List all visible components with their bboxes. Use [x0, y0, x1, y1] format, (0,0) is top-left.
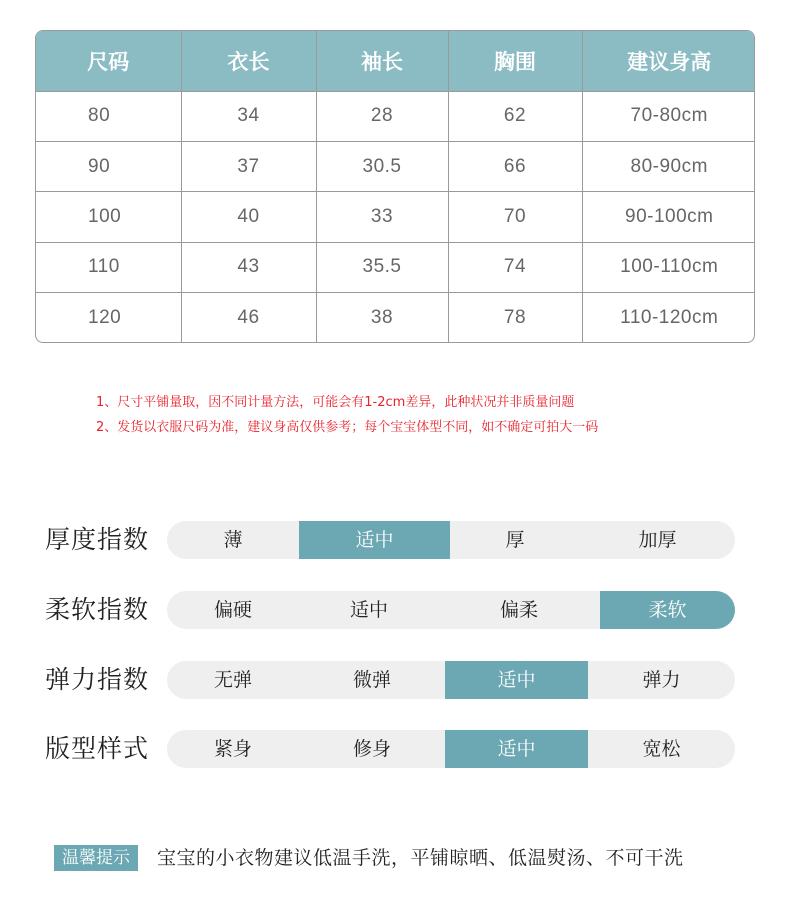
cell-sleeve: 33: [316, 192, 448, 242]
cell-sleeve: 35.5: [316, 242, 448, 292]
index-scale: [167, 661, 735, 699]
index-row-elasticity: [45, 661, 735, 699]
tip-badge: 温馨提示: [54, 845, 138, 871]
index-scale: [167, 730, 735, 768]
cell-height: 80-90cm: [582, 141, 755, 191]
cell-length: 43: [181, 242, 316, 292]
index-option-selected: 适中: [299, 521, 450, 559]
index-option: 弹力: [642, 669, 681, 691]
cell-size: 80: [36, 91, 181, 141]
cell-size: 110: [36, 242, 181, 292]
index-option: 厚: [505, 529, 525, 551]
index-option-selected: 适中: [445, 730, 588, 768]
index-option: 紧身: [213, 738, 252, 760]
tip-text: 宝宝的小衣物建议低温手洗，平铺晾晒、低温熨汤、不可干洗: [157, 847, 684, 869]
cell-size: 90: [36, 141, 181, 191]
cell-height: 100-110cm: [582, 242, 755, 292]
table-row: [36, 242, 755, 292]
cell-chest: 66: [448, 141, 582, 191]
cell-sleeve: 28: [316, 91, 448, 141]
cell-height: 110-120cm: [582, 293, 755, 342]
index-row-fit: [45, 730, 735, 768]
index-row-softness: [45, 591, 735, 629]
index-option-selected: 柔软: [600, 591, 735, 629]
index-option: 微弹: [352, 669, 391, 691]
index-label: 厚度指数: [45, 525, 150, 554]
index-option: 无弹: [213, 669, 252, 691]
index-row-thickness: [45, 521, 735, 559]
cell-chest: 70: [448, 192, 582, 242]
note-sizing: 2、发货以衣服尺码为准，建议身高仅供参考；每个宝宝体型不同，如不确定可拍大一码: [96, 420, 599, 435]
table-row: [36, 91, 755, 141]
index-option: 修身: [352, 738, 391, 760]
index-option: 偏硬: [213, 599, 252, 621]
index-label: 柔软指数: [45, 595, 150, 624]
column-header-height: 建议身高: [582, 31, 755, 91]
table-row: [36, 141, 755, 191]
size-table: [35, 30, 755, 343]
column-header-length: 衣长: [181, 31, 316, 91]
index-option: 宽松: [642, 738, 681, 760]
cell-size: 100: [36, 192, 181, 242]
cell-chest: 62: [448, 91, 582, 141]
index-scale: [167, 591, 735, 629]
measurement-notes: [96, 390, 598, 440]
cell-height: 90-100cm: [582, 192, 755, 242]
cell-chest: 74: [448, 242, 582, 292]
index-option: 偏柔: [499, 599, 538, 621]
cell-length: 40: [181, 192, 316, 242]
cell-chest: 78: [448, 293, 582, 342]
column-header-size: 尺码: [36, 31, 181, 91]
index-label: 版型样式: [45, 734, 150, 763]
column-header-chest: 胸围: [448, 31, 582, 91]
column-header-sleeve: 袖长: [316, 31, 448, 91]
index-option: 薄: [223, 529, 243, 551]
index-option-selected: 适中: [445, 661, 588, 699]
index-option: 适中: [349, 599, 388, 621]
table-row: [36, 293, 755, 342]
index-option: 加厚: [638, 529, 677, 551]
size-table-header-row: [36, 31, 755, 91]
index-label: 弹力指数: [45, 665, 150, 694]
cell-length: 46: [181, 293, 316, 342]
cell-size: 120: [36, 293, 181, 342]
index-scale: [167, 521, 735, 559]
note-measurement: 1、尺寸平铺量取，因不同计量方法，可能会有1-2cm差异，此种状况并非质量问题: [96, 395, 575, 410]
cell-length: 34: [181, 91, 316, 141]
table-row: [36, 192, 755, 242]
cell-height: 70-80cm: [582, 91, 755, 141]
cell-length: 37: [181, 141, 316, 191]
cell-sleeve: 38: [316, 293, 448, 342]
cell-sleeve: 30.5: [316, 141, 448, 191]
